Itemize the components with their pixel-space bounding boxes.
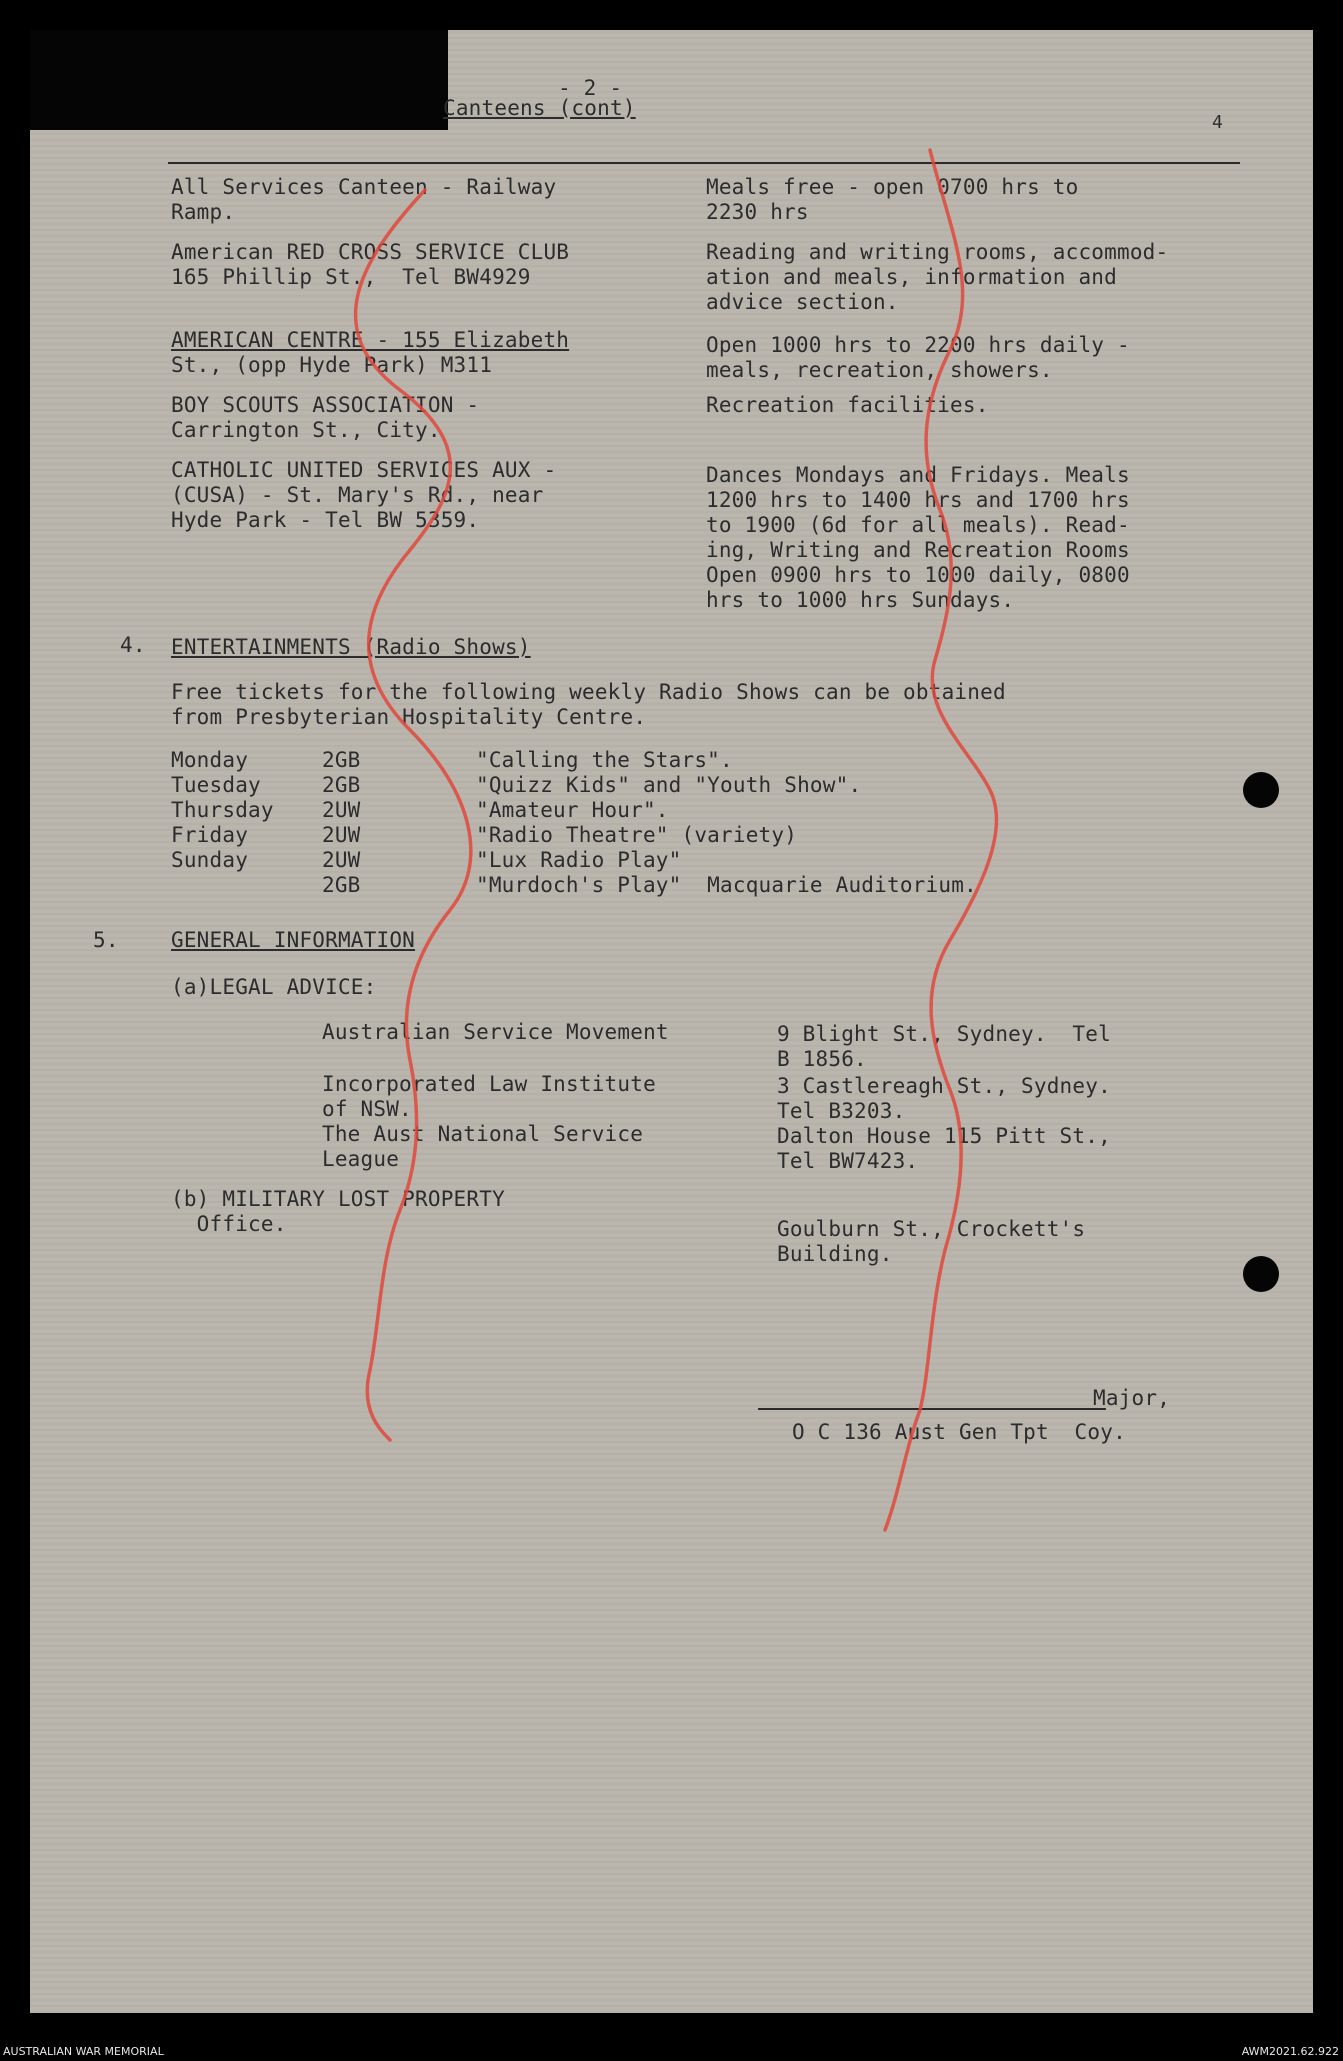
show-day: Friday (171, 823, 249, 847)
show-day: Monday (171, 748, 249, 772)
show-day: Tuesday (171, 773, 261, 797)
red-pencil-line-left (356, 190, 471, 1440)
section-4-number: 4. (120, 633, 146, 657)
canteen-desc-line: hrs to 1000 hrs Sundays. (706, 588, 1015, 612)
canteen-desc-line: advice section. (706, 290, 899, 314)
canteen-name-line: BOY SCOUTS ASSOCIATION - (171, 393, 480, 417)
canteen-name-line: St., (opp Hyde Park) M311 (171, 353, 493, 377)
signature-unit: O C 136 Aust Gen Tpt Coy. (792, 1420, 1126, 1444)
section-4-title: ENTERTAINMENTS (Radio Shows) (171, 635, 531, 659)
section-4-intro-line: Free tickets for the following weekly Radio Shows can be obtained (171, 680, 1006, 704)
show-title: "Lux Radio Play" (476, 848, 682, 872)
canteen-name-line: (CUSA) - St. Mary's Rd., near (171, 483, 544, 507)
show-station: 2UW (322, 798, 361, 822)
canteen-name-line: Ramp. (171, 200, 236, 224)
lost-property-line: (b) MILITARY LOST PROPERTY (171, 1187, 505, 1211)
legal-name-line: Australian Service Movement (322, 1020, 669, 1044)
show-station: 2GB (322, 773, 361, 797)
lost-property-line: Office. (171, 1212, 287, 1236)
canteen-desc-line: Dances Mondays and Fridays. Meals (706, 463, 1130, 487)
canteen-name-line: All Services Canteen - Railway (171, 175, 557, 199)
canteen-desc-line: meals, recreation, showers. (706, 358, 1053, 382)
show-title: "Amateur Hour". (476, 798, 669, 822)
corner-mark: 4 (1212, 112, 1224, 133)
show-station: 2GB (322, 748, 361, 772)
canteen-desc-line: to 1900 (6d for all meals). Read- (706, 513, 1130, 537)
show-title: "Murdoch's Play" Macquarie Auditorium. (476, 873, 977, 897)
footer-archive-name: AUSTRALIAN WAR MEMORIAL (3, 2045, 164, 2058)
red-pencil-strike-marks (30, 30, 1313, 2013)
canteen-name-line: Carrington St., City. (171, 418, 441, 442)
signature-rank: Major, (1093, 1386, 1171, 1410)
show-title: "Radio Theatre" (variety) (476, 823, 798, 847)
red-pencil-line-right (885, 150, 996, 1530)
legal-advice-title: (a)LEGAL ADVICE: (171, 975, 377, 999)
show-station: 2UW (322, 823, 361, 847)
lost-property-addr-line: Building. (777, 1242, 893, 1266)
show-day: Thursday (171, 798, 274, 822)
canteen-desc-line: Recreation facilities. (706, 393, 989, 417)
show-title: "Quizz Kids" and "Youth Show". (476, 773, 862, 797)
footer-reference: AWM2021.62.922 (1241, 2045, 1339, 2058)
legal-addr-line: B 1856. (777, 1047, 867, 1071)
legal-name-line: of NSW. (322, 1097, 412, 1121)
page-title: Canteens (cont) (443, 96, 636, 120)
canteen-desc-line: ation and meals, information and (706, 265, 1117, 289)
page-number: - 2 - (558, 76, 623, 100)
legal-addr-line: Dalton House 115 Pitt St., (777, 1124, 1111, 1148)
canteen-desc-line: 2230 hrs (706, 200, 809, 224)
section-4-intro-line: from Presbyterian Hospitality Centre. (171, 705, 647, 729)
canteen-desc-line: Meals free - open 0700 hrs to (706, 175, 1079, 199)
canteen-desc-line: Open 0900 hrs to 1000 daily, 0800 (706, 563, 1130, 587)
legal-addr-line: Tel B3203. (777, 1099, 906, 1123)
section-5-number: 5. (93, 928, 119, 952)
canteen-desc-line: Open 1000 hrs to 2200 hrs daily - (706, 333, 1130, 357)
canteen-desc-line: ing, Writing and Recreation Rooms (706, 538, 1130, 562)
legal-addr-line: 9 Blight St., Sydney. Tel (777, 1022, 1111, 1046)
section-5-title: GENERAL INFORMATION (171, 928, 416, 952)
canteen-name-line: CATHOLIC UNITED SERVICES AUX - (171, 458, 557, 482)
canteen-name-line: Hyde Park - Tel BW 5359. (171, 508, 480, 532)
show-station: 2UW (322, 848, 361, 872)
canteen-desc-line: 1200 hrs to 1400 hrs and 1700 hrs (706, 488, 1130, 512)
lost-property-addr-line: Goulburn St., Crockett's (777, 1217, 1086, 1241)
legal-addr-line: Tel BW7423. (777, 1149, 919, 1173)
canteen-name-line: AMERICAN CENTRE - 155 Elizabeth (171, 328, 570, 352)
canteen-desc-line: Reading and writing rooms, accommod- (706, 240, 1169, 264)
canteen-name-line: American RED CROSS SERVICE CLUB (171, 240, 570, 264)
legal-name-line: League (322, 1147, 400, 1171)
canteen-name-line: 165 Phillip St., Tel BW4929 (171, 265, 531, 289)
show-station: 2GB (322, 873, 361, 897)
legal-addr-line: 3 Castlereagh St., Sydney. (777, 1074, 1111, 1098)
document-page (30, 30, 1313, 2013)
show-title: "Calling the Stars". (476, 748, 733, 772)
show-day: Sunday (171, 848, 249, 872)
legal-name-line: Incorporated Law Institute (322, 1072, 656, 1096)
legal-name-line: The Aust National Service (322, 1122, 644, 1146)
